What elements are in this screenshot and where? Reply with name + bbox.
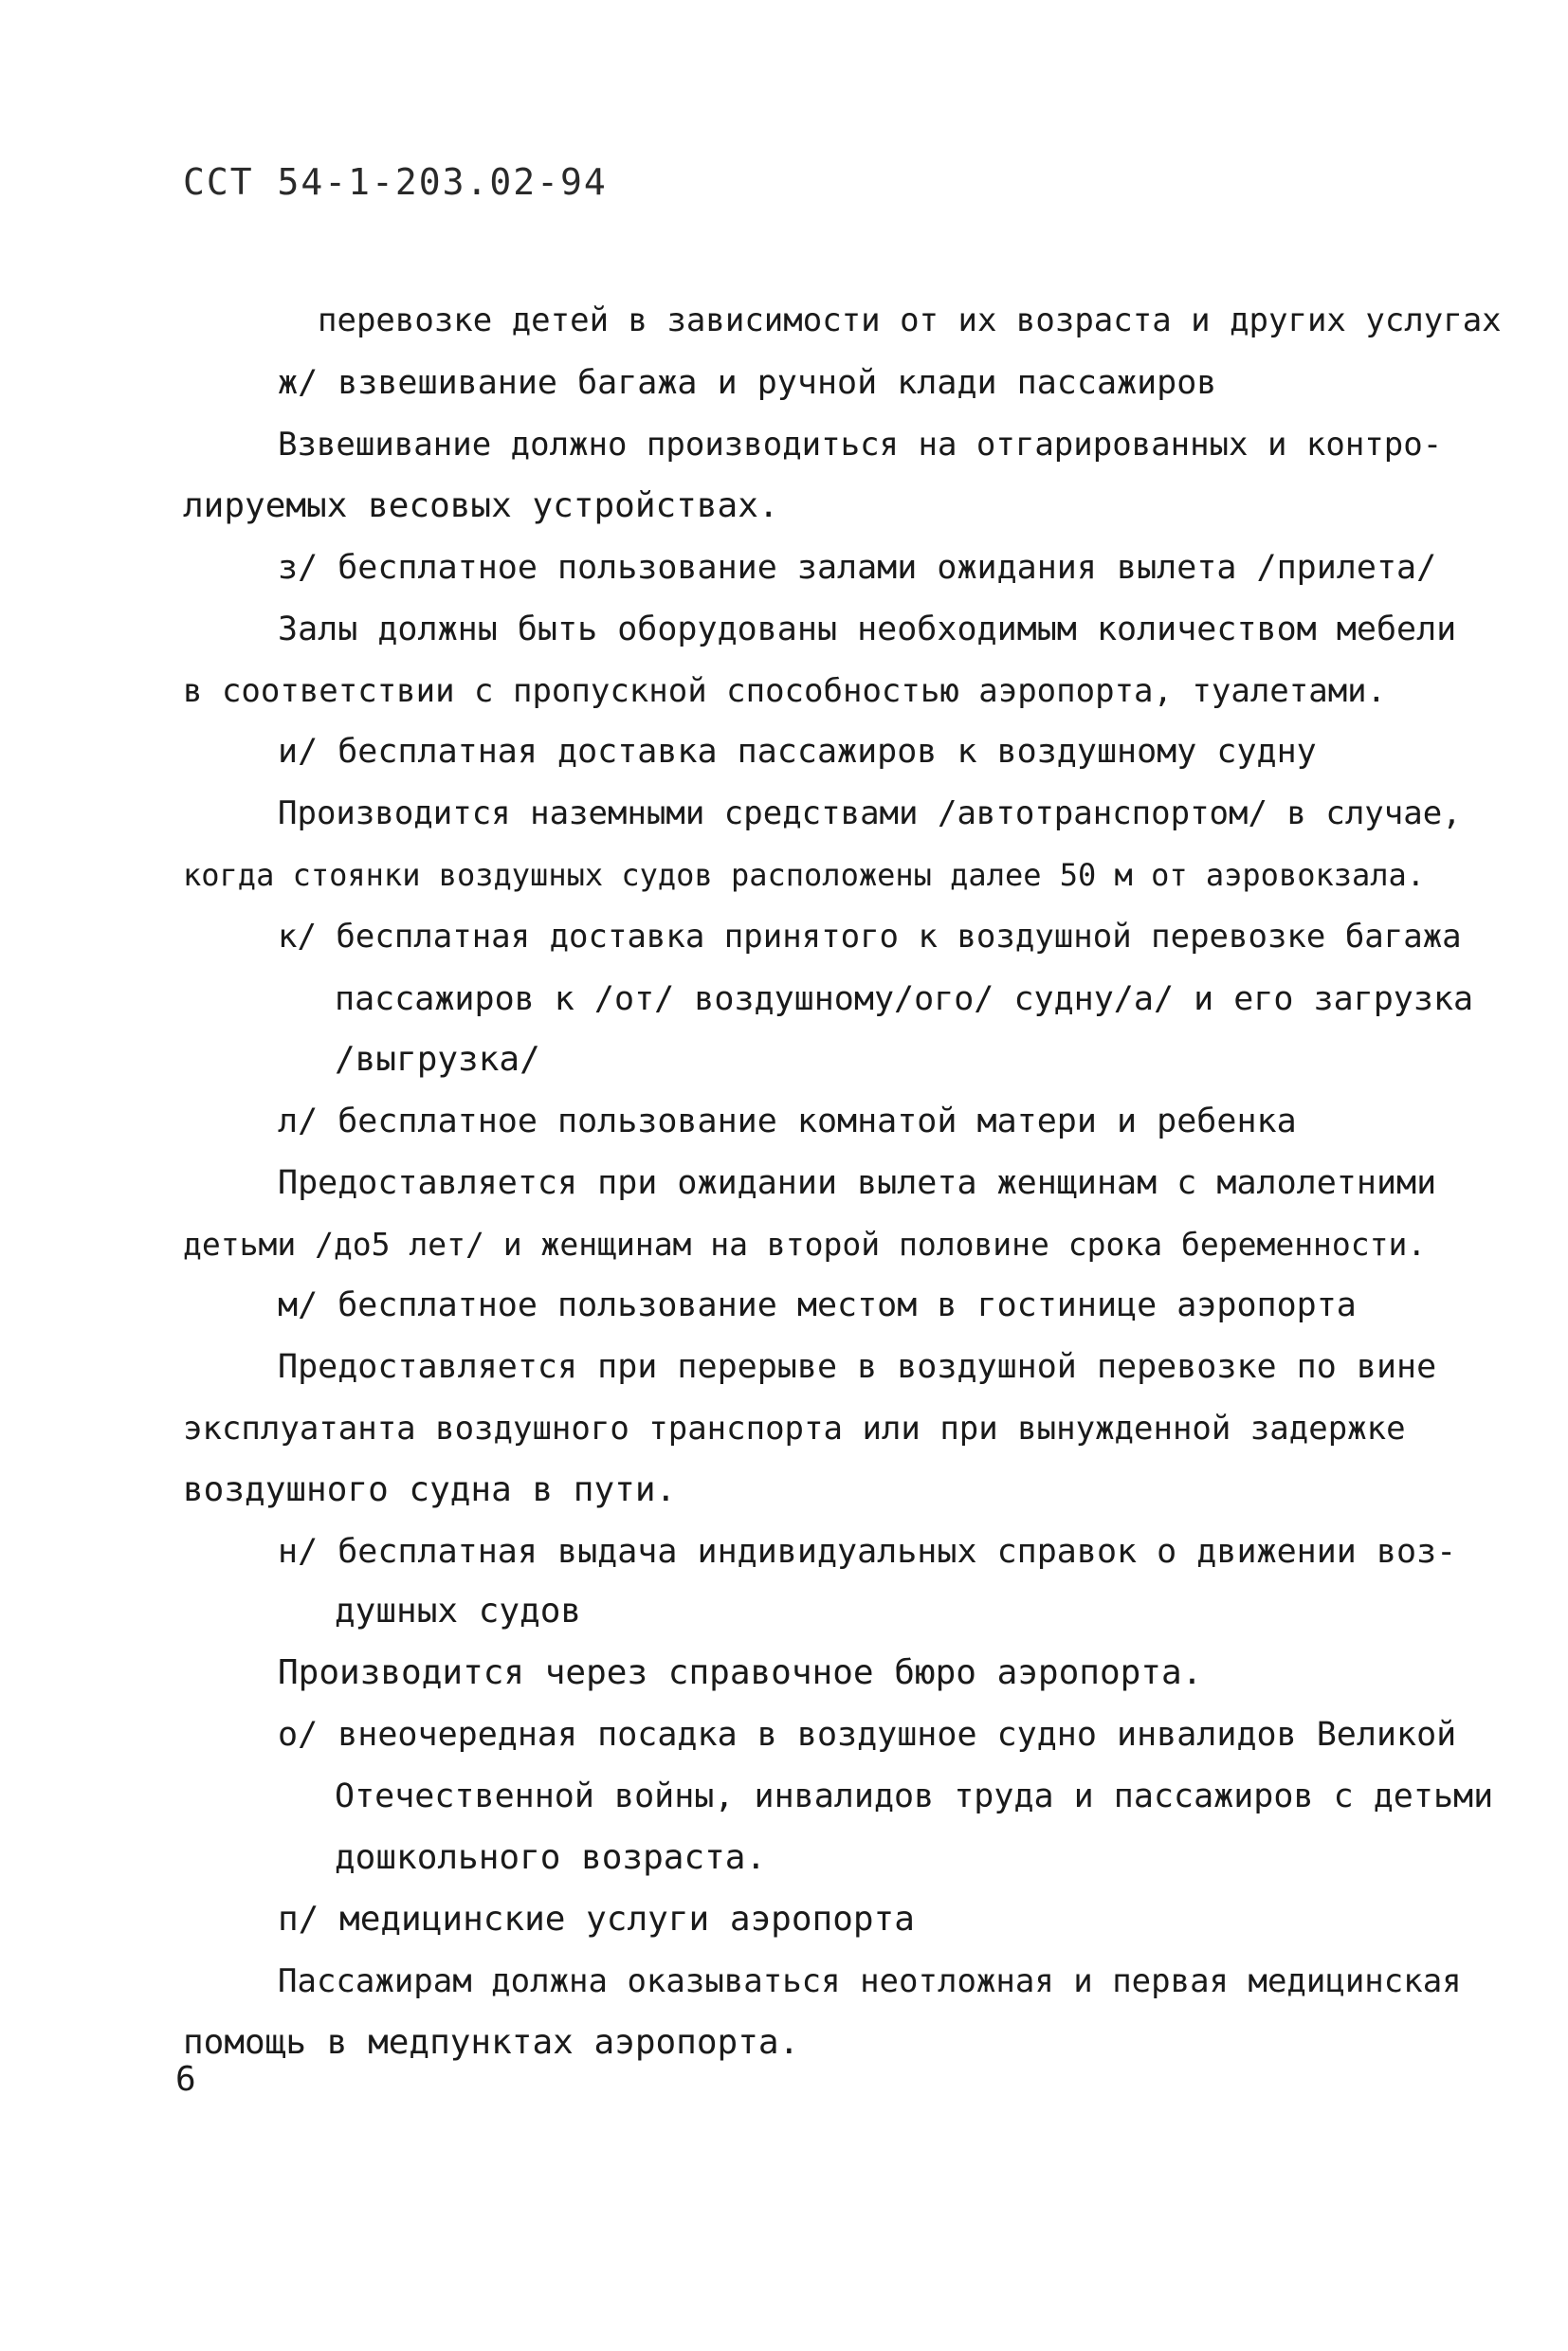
text-line: Производится через справочное бюро аэропорта. <box>278 1653 1203 1692</box>
text-line: когда стоянки воздушных судов расположены далее 50 м от аэровокзала. <box>183 857 1426 893</box>
text-line: эксплуатанта воздушного транспорта или при вынужденной задержке <box>183 1410 1406 1448</box>
text-line: детьми /до5 лет/ и женщинам на второй половине срока беременности. <box>183 1226 1427 1263</box>
text-line: ж/ взвешивание багажа и ручной клади пассажиров <box>278 364 1217 402</box>
text-line: Производится наземными средствами /автотранспортом/ в случае, <box>278 794 1462 832</box>
text-line: о/ внеочередная посадка в воздушное судно инвалидов Великой <box>278 1716 1457 1754</box>
text-line: Предоставляется при перерыве в воздушной перевозке по вине <box>278 1348 1437 1386</box>
text-line: помощь в медпунктах аэропорта. <box>183 2023 800 2062</box>
text-line: Залы должны быть оборудованы необходимым количеством мебели <box>278 611 1457 648</box>
text-line: Отечественной войны, инвалидов труда и пассажиров с детьми <box>335 1777 1494 1815</box>
text-line: перевозке детей в зависимости от их возраста и других услугах <box>318 301 1502 339</box>
text-line: н/ бесплатная выдача индивидуальных справок о движении воз- <box>278 1533 1457 1571</box>
text-line: Взвешивание должно производиться на отгарированных и контро- <box>278 426 1443 464</box>
text-line: пассажиров к /от/ воздушному/ого/ судну/а/ и его загрузка <box>335 980 1474 1018</box>
text-line: /выгрузка/ <box>335 1040 540 1079</box>
text-line: п/ медицинские услуги аэропорта <box>278 1900 915 1939</box>
text-line: м/ бесплатное пользование местом в гостинице аэропорта <box>278 1286 1357 1324</box>
text-line: лируемых весовых устройствах. <box>183 486 779 525</box>
text-line: к/ бесплатная доставка принятого к воздушной перевозке багажа <box>278 918 1462 956</box>
text-line: з/ бесплатное пользование залами ожидания вылета /прилета/ <box>278 549 1437 587</box>
text-line: в соответствии с пропускной способностью аэропорта, туалетами. <box>183 672 1387 710</box>
document-code-header: ССТ 54-1-203.02-94 <box>183 161 608 203</box>
text-line: воздушного судна в пути. <box>183 1470 677 1509</box>
text-line: л/ бесплатное пользование комнатой матери и ребенка <box>278 1103 1297 1140</box>
text-line: Предоставляется при ожидании вылета женщинам с малолетними <box>278 1164 1437 1202</box>
text-line: дошкольного возраста. <box>335 1838 767 1877</box>
text-line: Пассажирам должна оказываться неотложная и первая медицинская <box>278 1962 1462 2000</box>
page-number: 6 <box>175 2060 196 2099</box>
text-line: душных судов <box>335 1592 582 1631</box>
text-line: и/ бесплатная доставка пассажиров к воздушному судну <box>278 733 1317 771</box>
